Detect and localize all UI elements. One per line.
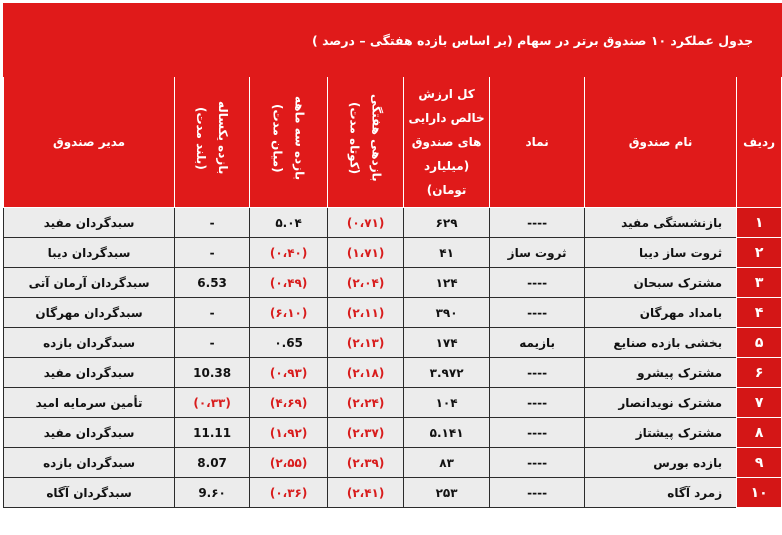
table-row — [4, 328, 782, 358]
cell-manager: سبدگردان مفید — [4, 208, 175, 238]
table-row — [4, 478, 782, 508]
cell-symbol: ---- — [490, 268, 585, 298]
cell-three-month-return: (۴،۶۹) — [250, 388, 328, 418]
cell-symbol: ---- — [490, 358, 585, 388]
cell-row-number: ۱ — [737, 208, 782, 238]
cell-fund-name: مشترک سبحان — [585, 268, 737, 298]
table-row — [4, 208, 782, 238]
cell-fund-name: مشترک نویدانصار — [585, 388, 737, 418]
cell-symbol: بازیمه — [490, 328, 585, 358]
cell-row-number: ۴ — [737, 298, 782, 328]
cell-three-month-return: (۰،۳۶) — [250, 478, 328, 508]
cell-row-number: ۲ — [737, 238, 782, 268]
cell-row-number: ۳ — [737, 268, 782, 298]
cell-yearly-return: - — [175, 298, 250, 328]
cell-manager: سبدگردان آگاه — [4, 478, 175, 508]
cell-weekly-return: (۲،۳۹) — [328, 448, 404, 478]
cell-yearly-return: (۰،۳۳) — [175, 388, 250, 418]
cell-manager: سبدگردان بازده — [4, 328, 175, 358]
header-fund-name: نام صندوق — [585, 77, 737, 208]
cell-symbol: ---- — [490, 418, 585, 448]
cell-nav: ۶۲۹ — [404, 208, 490, 238]
header-nav — [404, 77, 490, 208]
cell-nav: ۳.۹۷۲ — [404, 358, 490, 388]
cell-symbol: ---- — [490, 208, 585, 238]
cell-yearly-return: 6.53 — [175, 268, 250, 298]
cell-fund-name: ثروت ساز دیبا — [585, 238, 737, 268]
cell-fund-name: مشترک پیشرو — [585, 358, 737, 388]
cell-nav: ۱۲۴ — [404, 268, 490, 298]
cell-three-month-return: ۰.65 — [250, 328, 328, 358]
header-yearly-return — [175, 77, 250, 208]
cell-manager: سبدگردان بازده — [4, 448, 175, 478]
cell-three-month-return: (۰،۴۰) — [250, 238, 328, 268]
cell-weekly-return: (۰،۷۱) — [328, 208, 404, 238]
table-row — [4, 418, 782, 448]
cell-nav: ۱۰۴ — [404, 388, 490, 418]
cell-manager: سبدگردان مفید — [4, 418, 175, 448]
cell-nav: ۸۳ — [404, 448, 490, 478]
cell-fund-name: بازده بورس — [585, 448, 737, 478]
header-weekly-return — [328, 77, 404, 208]
cell-three-month-return: (۱،۹۲) — [250, 418, 328, 448]
cell-weekly-return: (۱،۷۱) — [328, 238, 404, 268]
cell-nav: ۴۱ — [404, 238, 490, 268]
cell-row-number: ۷ — [737, 388, 782, 418]
table-row — [4, 358, 782, 388]
cell-manager: سبدگردان دیبا — [4, 238, 175, 268]
header-row-number: ردیف — [737, 77, 782, 208]
cell-three-month-return: (۶،۱۰) — [250, 298, 328, 328]
cell-row-number: ۹ — [737, 448, 782, 478]
cell-nav: ۵.۱۴۱ — [404, 418, 490, 448]
cell-yearly-return: - — [175, 238, 250, 268]
header-nav-label: کل ارزش خالص دارایی های صندوق (میلیارد تومان) — [408, 87, 485, 197]
cell-nav: ۲۵۳ — [404, 478, 490, 508]
cell-symbol: ---- — [490, 388, 585, 418]
cell-nav: ۳۹۰ — [404, 298, 490, 328]
cell-weekly-return: (۲،۱۱) — [328, 298, 404, 328]
cell-symbol: ---- — [490, 478, 585, 508]
cell-fund-name: بخشی بازده صنایع — [585, 328, 737, 358]
cell-yearly-return: 10.38 — [175, 358, 250, 388]
cell-three-month-return: (۲،۵۵) — [250, 448, 328, 478]
cell-weekly-return: (۲،۲۴) — [328, 388, 404, 418]
cell-fund-name: بامداد مهرگان — [585, 298, 737, 328]
fund-performance-table — [3, 3, 782, 508]
table-body — [4, 208, 782, 508]
cell-weekly-return: (۲،۱۸) — [328, 358, 404, 388]
table-row — [4, 268, 782, 298]
cell-manager: سبدگردان آرمان آتی — [4, 268, 175, 298]
cell-nav: ۱۷۴ — [404, 328, 490, 358]
cell-yearly-return: 8.07 — [175, 448, 250, 478]
cell-three-month-return: ۵.۰۴ — [250, 208, 328, 238]
cell-row-number: ۸ — [737, 418, 782, 448]
cell-row-number: ۱۰ — [737, 478, 782, 508]
cell-manager: سبدگردان مفید — [4, 358, 175, 388]
cell-symbol: ---- — [490, 448, 585, 478]
header-three-month-return — [250, 77, 328, 208]
cell-weekly-return: (۲،۱۳) — [328, 328, 404, 358]
cell-fund-name: زمرد آگاه — [585, 478, 737, 508]
cell-yearly-return: 11.11 — [175, 418, 250, 448]
header-symbol: نماد — [490, 77, 585, 208]
cell-symbol: ثروت ساز — [490, 238, 585, 268]
cell-yearly-return: - — [175, 328, 250, 358]
table-title: جدول عملکرد ۱۰ صندوق برتر در سهام (بر اساس بازده هفتگی – درصد ) — [4, 4, 782, 77]
cell-fund-name: بازنشستگی مفید — [585, 208, 737, 238]
cell-row-number: ۵ — [737, 328, 782, 358]
header-yearly-label: بازده یکساله (بلند مدت) — [194, 101, 231, 175]
header-weekly-label: بازدهی هفتگی (کوتاه مدت) — [347, 94, 384, 182]
table-row — [4, 238, 782, 268]
cell-weekly-return: (۲،۳۷) — [328, 418, 404, 448]
cell-manager: تأمین سرمایه امید — [4, 388, 175, 418]
table-row — [4, 388, 782, 418]
cell-symbol: ---- — [490, 298, 585, 328]
header-three-month-label: بازده سه ماهه (میان مدت) — [270, 95, 307, 181]
header-manager: مدیر صندوق — [4, 77, 175, 208]
cell-manager: سبدگردان مهرگان — [4, 298, 175, 328]
cell-yearly-return: 9.۶۰ — [175, 478, 250, 508]
cell-yearly-return: - — [175, 208, 250, 238]
cell-row-number: ۶ — [737, 358, 782, 388]
cell-three-month-return: (۰،۹۳) — [250, 358, 328, 388]
cell-weekly-return: (۲،۴۱) — [328, 478, 404, 508]
table-row — [4, 448, 782, 478]
cell-three-month-return: (۰،۴۹) — [250, 268, 328, 298]
cell-fund-name: مشترک پیشتاز — [585, 418, 737, 448]
cell-weekly-return: (۲،۰۴) — [328, 268, 404, 298]
table-row — [4, 298, 782, 328]
